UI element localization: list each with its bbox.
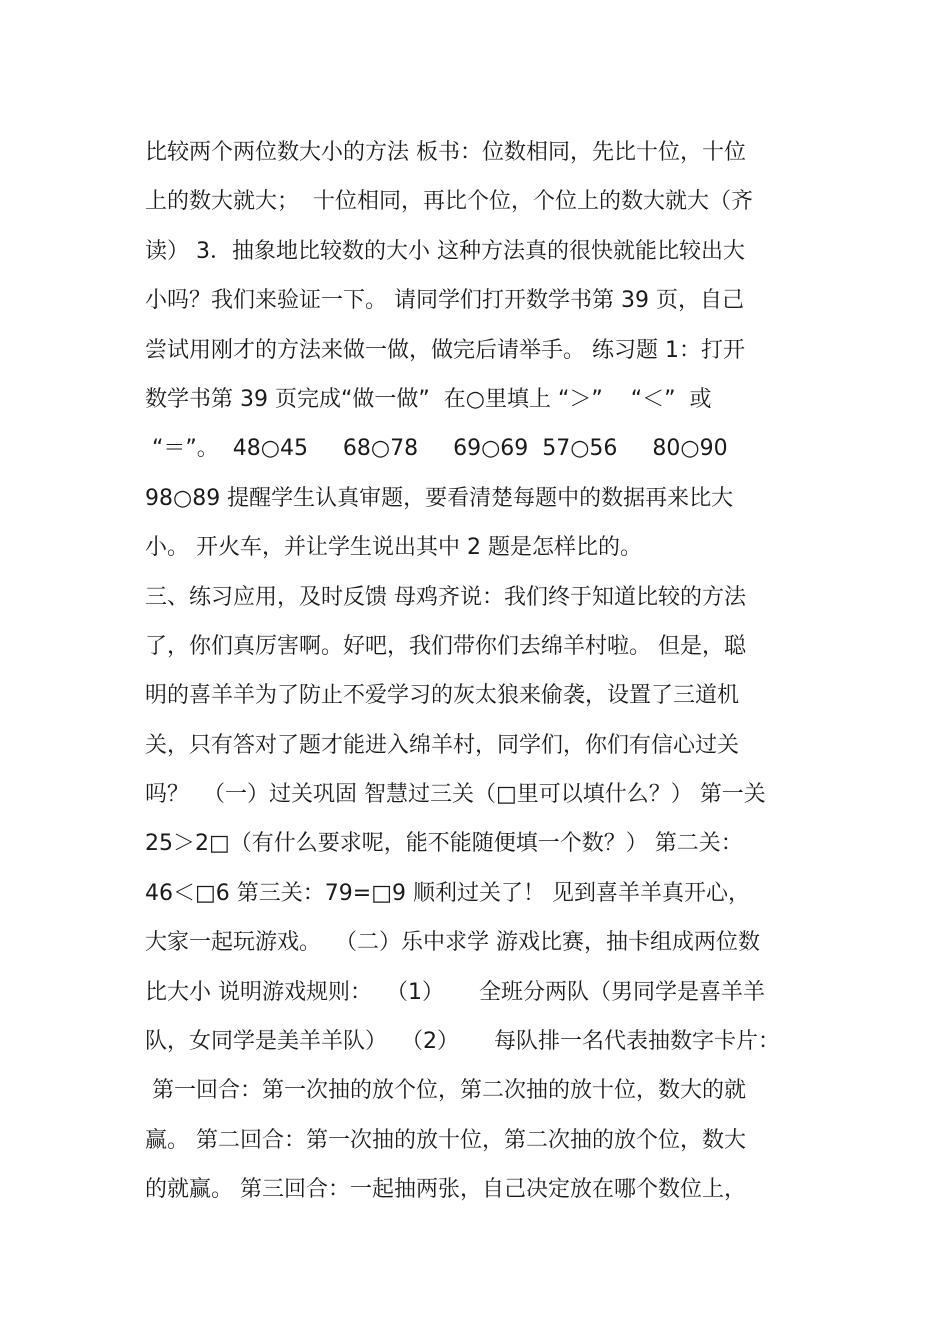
text-line: 队，女同学是美羊羊队） （2） 每队排一名代表抽数字卡片： [145, 1029, 780, 1055]
text-line: 46＜□6 第三关：79=□9 顺利过关了！ 见到喜羊羊真开心， [145, 880, 750, 906]
text-line: 关，只有答对了题才能进入绵羊村，同学们，你们有信心过关 [145, 732, 740, 758]
text-line: 上的数大就大； 十位相同，再比个位，个位上的数大就大（齐 [145, 189, 753, 215]
text-line: 比较两个两位数大小的方法 板书：位数相同，先比十位，十位 [145, 140, 746, 165]
text-line: 数学书第 39 页完成“做一做” 在○里填上 “＞” “＜” 或 [145, 386, 712, 412]
text-line: 赢。 第二回合：第一次抽的放十位，第二次抽的放个位，数大 [145, 1127, 746, 1153]
text-line: 比大小 说明游戏规则： （1） 全班分两队（男同学是喜羊羊 [145, 979, 765, 1005]
text-line: 明的喜羊羊为了防止不爱学习的灰太狼来偷袭，设置了三道机 [145, 683, 740, 709]
text-line: 的就赢。 第三回合：一起抽两张，自己决定放在哪个数位上， [145, 1177, 746, 1203]
section-heading-line: 三、练习应用，及时反馈 母鸡齐说：我们终于知道比较的方法 [145, 584, 746, 610]
text-line: 25＞2□（有什么要求呢，能不能随便填一个数？） 第二关： [145, 831, 743, 857]
text-line: 读） 3．抽象地比较数的大小 这种方法真的很快就能比较出大 [145, 238, 745, 264]
text-line: 尝试用刚才的方法来做一做，做完后请举手。 练习题 1：打开 [145, 337, 745, 363]
text-line: “＝”。 48○45 68○78 69○69 57○56 80○90 [145, 436, 728, 462]
body-text [145, 128, 825, 1215]
text-line: 吗？ （一）过关巩固 智慧过三关（□里可以填什么？） 第一关 [145, 782, 766, 808]
text-line: 第一回合：第一次抽的放个位，第二次抽的放十位，数大的就 [145, 1078, 746, 1104]
text-line: 了，你们真厉害啊。好吧，我们带你们去绵羊村啦。 但是，聪 [145, 633, 746, 659]
text-line: 大家一起玩游戏。 （二）乐中求学 游戏比赛，抽卡组成两位数 [145, 930, 760, 956]
text-line: 小。 开火车，并让学生说出其中 2 题是怎样比的。 [145, 535, 642, 561]
text-line: 小吗？我们来验证一下。 请同学们打开数学书第 39 页，自己 [145, 288, 744, 314]
text-line: 98○89 提醒学生认真审题，要看清楚每题中的数据再来比大 [145, 485, 734, 511]
